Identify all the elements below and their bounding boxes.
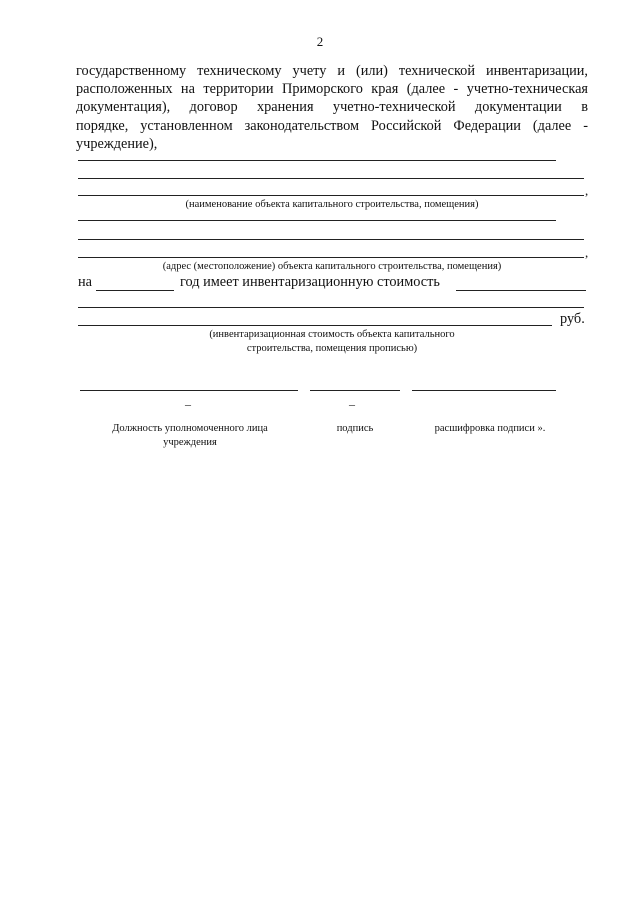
cost-words-caption-line2: строительства, помещения прописью) bbox=[246, 343, 418, 354]
paragraph-line: государственному техническому учету и (или) технической инвентаризации, bbox=[76, 63, 588, 79]
signature-decoding-line[interactable] bbox=[412, 390, 556, 391]
year-field[interactable] bbox=[96, 290, 174, 291]
cost-words-line[interactable] bbox=[78, 325, 552, 326]
cost-words-caption-line1: (инвентаризационная стоимость объекта капитального bbox=[209, 329, 455, 340]
year-prefix: на bbox=[78, 274, 92, 290]
object-name-line[interactable] bbox=[78, 160, 556, 161]
page-number: 2 bbox=[316, 34, 324, 49]
object-address-caption: (адрес (местоположение) объекта капитального строительства, помещения) bbox=[162, 261, 502, 272]
object-address-line[interactable] bbox=[78, 239, 584, 240]
paragraph-line: порядке, установленном законодательством Российской Федерации (далее - bbox=[76, 117, 588, 134]
cost-words-line[interactable] bbox=[78, 307, 584, 308]
cost-statement: год имеет инвентаризационную стоимость bbox=[180, 274, 440, 290]
object-name-line[interactable] bbox=[78, 195, 584, 196]
signature-label: подпись bbox=[336, 423, 374, 434]
intro-paragraph bbox=[76, 62, 588, 153]
dash: – bbox=[349, 397, 355, 411]
paragraph-line: расположенных на территории Приморского края (далее - учетно-техническая bbox=[76, 81, 588, 98]
object-address-line[interactable] bbox=[78, 257, 584, 258]
object-address-line[interactable] bbox=[78, 220, 556, 221]
paragraph-line: документация), договор хранения учетно-технической документации в bbox=[76, 99, 588, 116]
position-label-line1: Должность уполномоченного лица bbox=[112, 423, 268, 434]
position-label-line2: учреждения bbox=[163, 437, 217, 448]
object-name-line[interactable] bbox=[78, 178, 584, 179]
comma: , bbox=[585, 245, 589, 260]
decoding-label: расшифровка подписи ». bbox=[434, 423, 546, 434]
position-line[interactable] bbox=[80, 390, 298, 391]
currency-label: руб. bbox=[560, 311, 585, 327]
comma: , bbox=[585, 183, 589, 198]
signature-line[interactable] bbox=[310, 390, 400, 391]
paragraph-line: учреждение), bbox=[76, 135, 158, 152]
cost-value-field[interactable] bbox=[456, 290, 586, 291]
object-name-caption: (наименование объекта капитального строительства, помещения) bbox=[185, 199, 479, 210]
dash: – bbox=[185, 397, 191, 411]
